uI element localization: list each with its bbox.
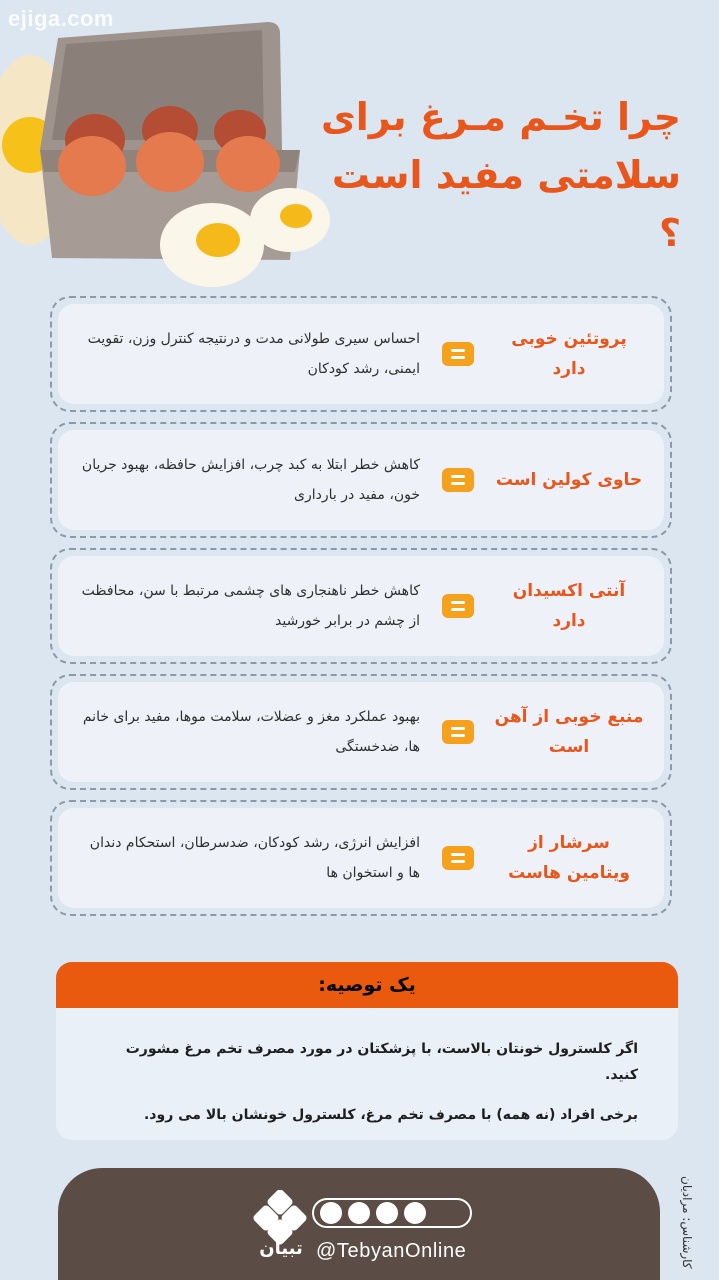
tip-heading: یک توصیه: xyxy=(56,962,678,1008)
watermark: ejiga.com xyxy=(8,6,114,31)
benefit-description: افزایش انرژی، رشد کودکان، ضدسرطان، استحکام دندان ها و استخوان ها xyxy=(89,835,420,881)
instagram-icon[interactable] xyxy=(348,1202,370,1224)
title-line-1: چرا تخـم مـرغ برای xyxy=(320,95,681,139)
benefit-description: بهبود عملکرد مغز و عضلات، سلامت موها، مفید برای خانم ها، ضدخستگی xyxy=(82,709,420,755)
benefit-title: سرشار از ویتامین هاست xyxy=(508,833,630,883)
benefit-title: منبع خوبی از آهن است xyxy=(494,707,644,757)
benefit-title: پروتئین خوبی دارد xyxy=(511,329,627,379)
telegram-icon[interactable] xyxy=(320,1202,342,1224)
benefit-description: کاهش خطر ابتلا به کبد چرب، افزایش حافظه، بهبود جریان خون، مفید در بارداری xyxy=(81,457,420,503)
social-handle[interactable]: @TebyanOnline xyxy=(316,1240,467,1262)
benefit-card xyxy=(50,296,672,412)
tip-line-2: برخی افراد (نه همه) با مصرف تخم مرغ، کلسترول خونشان بالا می رود. xyxy=(143,1107,638,1123)
tip-line-1: اگر کلسترول خونتان بالاست، با پزشکتان در مورد مصرف تخم مرغ مشورت کنید. xyxy=(125,1041,638,1083)
benefit-card xyxy=(50,422,672,538)
tip-box xyxy=(56,962,678,1140)
footer xyxy=(58,1168,660,1280)
benefit-list xyxy=(50,296,672,926)
benefit-description: کاهش خطر ناهنجاری های چشمی مرتبط با سن، محافظت از چشم در برابر خورشید xyxy=(81,583,420,629)
twitter-icon[interactable] xyxy=(376,1202,398,1224)
title-line-2: سلامتی مفید است ؟ xyxy=(331,153,681,255)
benefit-card xyxy=(50,800,672,916)
equals-icon xyxy=(442,846,474,870)
equals-icon xyxy=(442,342,474,366)
equals-icon xyxy=(442,594,474,618)
bale-icon[interactable] xyxy=(404,1202,426,1224)
credit: کارشناس: مرادیان xyxy=(680,1175,694,1269)
equals-icon xyxy=(442,468,474,492)
benefit-title: آنتی اکسیدان دارد xyxy=(512,581,626,631)
social-icons xyxy=(320,1202,426,1224)
benefit-card xyxy=(50,548,672,664)
logo-text: تبیان xyxy=(259,1238,303,1259)
benefit-card xyxy=(50,674,672,790)
page-title xyxy=(301,88,681,262)
equals-icon xyxy=(442,720,474,744)
egg-carton-illustration xyxy=(0,0,340,300)
benefit-title: حاوی کولین است xyxy=(495,470,643,490)
benefit-description: احساس سیری طولانی مدت و درنتیجه کنترل وزن، تقویت ایمنی، رشد کودکان xyxy=(87,331,420,377)
